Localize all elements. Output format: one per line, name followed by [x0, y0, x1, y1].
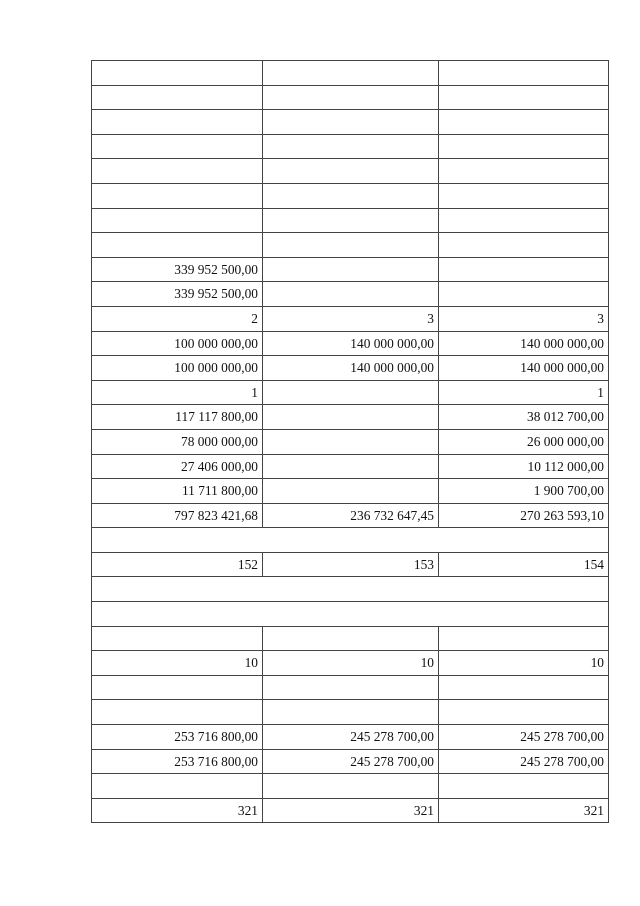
- table-cell-col3: 245 278 700,00: [439, 725, 609, 750]
- table-cell-col3: [439, 110, 609, 135]
- table-cell-col3: [439, 134, 609, 159]
- table-cell-col1: [92, 233, 263, 258]
- table-cell-col2: [263, 257, 439, 282]
- table-row: [92, 725, 609, 750]
- table-cell-col1: 339 952 500,00: [92, 257, 263, 282]
- table-cell-col2: [263, 183, 439, 208]
- table-row: [92, 602, 609, 627]
- table-row: [92, 749, 609, 774]
- table-cell-col1: 253 716 800,00: [92, 749, 263, 774]
- table-cell-col1: 339 952 500,00: [92, 282, 263, 307]
- table-row: [92, 798, 609, 823]
- data-table: [91, 60, 609, 823]
- table-cell-col1: 1: [92, 380, 263, 405]
- table-cell-col3: 10: [439, 651, 609, 676]
- table-cell-col1: [92, 110, 263, 135]
- table-row: [92, 454, 609, 479]
- table-cell-col2: [263, 405, 439, 430]
- table-row: [92, 552, 609, 577]
- table-row: [92, 380, 609, 405]
- table-cell-col1: [92, 159, 263, 184]
- table-row: [92, 85, 609, 110]
- table-cell-col2: 245 278 700,00: [263, 725, 439, 750]
- table-cell-col2: 245 278 700,00: [263, 749, 439, 774]
- table-cell-col2: [263, 774, 439, 799]
- table-cell-col3: 140 000 000,00: [439, 356, 609, 381]
- table-cell-col1: [92, 208, 263, 233]
- table-row: [92, 257, 609, 282]
- table-cell-col3: 10 112 000,00: [439, 454, 609, 479]
- table-cell-col3: [439, 233, 609, 258]
- table-cell-col1: [92, 61, 263, 86]
- table-cell-col2: [263, 626, 439, 651]
- table-cell-col2: [263, 134, 439, 159]
- table-cell-col2: [263, 208, 439, 233]
- table-cell-col2: [263, 479, 439, 504]
- table-row: [92, 233, 609, 258]
- table-cell-col2: 236 732 647,45: [263, 503, 439, 528]
- table-cell-col2: [263, 110, 439, 135]
- table-cell-col1: 27 406 000,00: [92, 454, 263, 479]
- table-row: [92, 356, 609, 381]
- table-row: [92, 503, 609, 528]
- table-cell-col1: 78 000 000,00: [92, 429, 263, 454]
- table-row: [92, 331, 609, 356]
- table-cell-col2: [263, 61, 439, 86]
- table-cell-col2: 140 000 000,00: [263, 331, 439, 356]
- table-cell-col2: [263, 454, 439, 479]
- table-cell-col1: 117 117 800,00: [92, 405, 263, 430]
- table-cell-col1: 100 000 000,00: [92, 356, 263, 381]
- table-cell-col2: [263, 233, 439, 258]
- table-row: [92, 183, 609, 208]
- table-cell-col2: [263, 429, 439, 454]
- table-cell-col2: [263, 159, 439, 184]
- table-cell-col3: [439, 183, 609, 208]
- table-cell-col2: 10: [263, 651, 439, 676]
- table-cell-col2: [263, 675, 439, 700]
- table-cell-col3: 140 000 000,00: [439, 331, 609, 356]
- table-cell-col3: 154: [439, 552, 609, 577]
- table-cell-col3: [439, 257, 609, 282]
- table-cell-col3: [439, 61, 609, 86]
- table-cell-col1: 2: [92, 306, 263, 331]
- table-cell-col1: 321: [92, 798, 263, 823]
- table-cell-col1: 100 000 000,00: [92, 331, 263, 356]
- table-cell-col3: [439, 675, 609, 700]
- table-cell-col1: 253 716 800,00: [92, 725, 263, 750]
- table-row: [92, 528, 609, 553]
- table-cell-col3: 26 000 000,00: [439, 429, 609, 454]
- table-row: [92, 774, 609, 799]
- table-cell-col2: 140 000 000,00: [263, 356, 439, 381]
- table-cell-col3: 1 900 700,00: [439, 479, 609, 504]
- table-cell-merged: [92, 577, 609, 602]
- table-cell-col3: [439, 700, 609, 725]
- table-row: [92, 208, 609, 233]
- table-cell-col1: [92, 774, 263, 799]
- table-row: [92, 700, 609, 725]
- table-cell-col2: [263, 282, 439, 307]
- table-row: [92, 405, 609, 430]
- table-body: [92, 61, 609, 823]
- table-cell-col3: 321: [439, 798, 609, 823]
- table-row: [92, 306, 609, 331]
- table-row: [92, 159, 609, 184]
- table-cell-col3: 270 263 593,10: [439, 503, 609, 528]
- table-cell-col2: 321: [263, 798, 439, 823]
- table-cell-col3: [439, 774, 609, 799]
- table-cell-col3: [439, 159, 609, 184]
- table-row: [92, 134, 609, 159]
- table-cell-col3: [439, 626, 609, 651]
- table-cell-col3: [439, 282, 609, 307]
- table-cell-col1: 11 711 800,00: [92, 479, 263, 504]
- table-cell-col2: 153: [263, 552, 439, 577]
- table-row: [92, 429, 609, 454]
- table-row: [92, 479, 609, 504]
- table-cell-col1: [92, 183, 263, 208]
- table-cell-col1: [92, 675, 263, 700]
- table-row: [92, 110, 609, 135]
- table-cell-col1: 797 823 421,68: [92, 503, 263, 528]
- table-row: [92, 626, 609, 651]
- table-cell-col1: 152: [92, 552, 263, 577]
- table-cell-col2: [263, 85, 439, 110]
- table-cell-col3: 245 278 700,00: [439, 749, 609, 774]
- table-row: [92, 651, 609, 676]
- table-cell-col3: 3: [439, 306, 609, 331]
- table-cell-col1: [92, 85, 263, 110]
- table-cell-col3: [439, 85, 609, 110]
- table-cell-col1: [92, 134, 263, 159]
- table-cell-col3: 1: [439, 380, 609, 405]
- table-cell-col1: [92, 626, 263, 651]
- table-cell-col3: 38 012 700,00: [439, 405, 609, 430]
- table-cell-col1: [92, 700, 263, 725]
- table-cell-merged: [92, 602, 609, 627]
- table-cell-merged: [92, 528, 609, 553]
- table-cell-col2: [263, 700, 439, 725]
- table-row: [92, 577, 609, 602]
- table-cell-col2: 3: [263, 306, 439, 331]
- table-cell-col2: [263, 380, 439, 405]
- table-row: [92, 61, 609, 86]
- table-cell-col3: [439, 208, 609, 233]
- table-cell-col1: 10: [92, 651, 263, 676]
- table-row: [92, 282, 609, 307]
- table-row: [92, 675, 609, 700]
